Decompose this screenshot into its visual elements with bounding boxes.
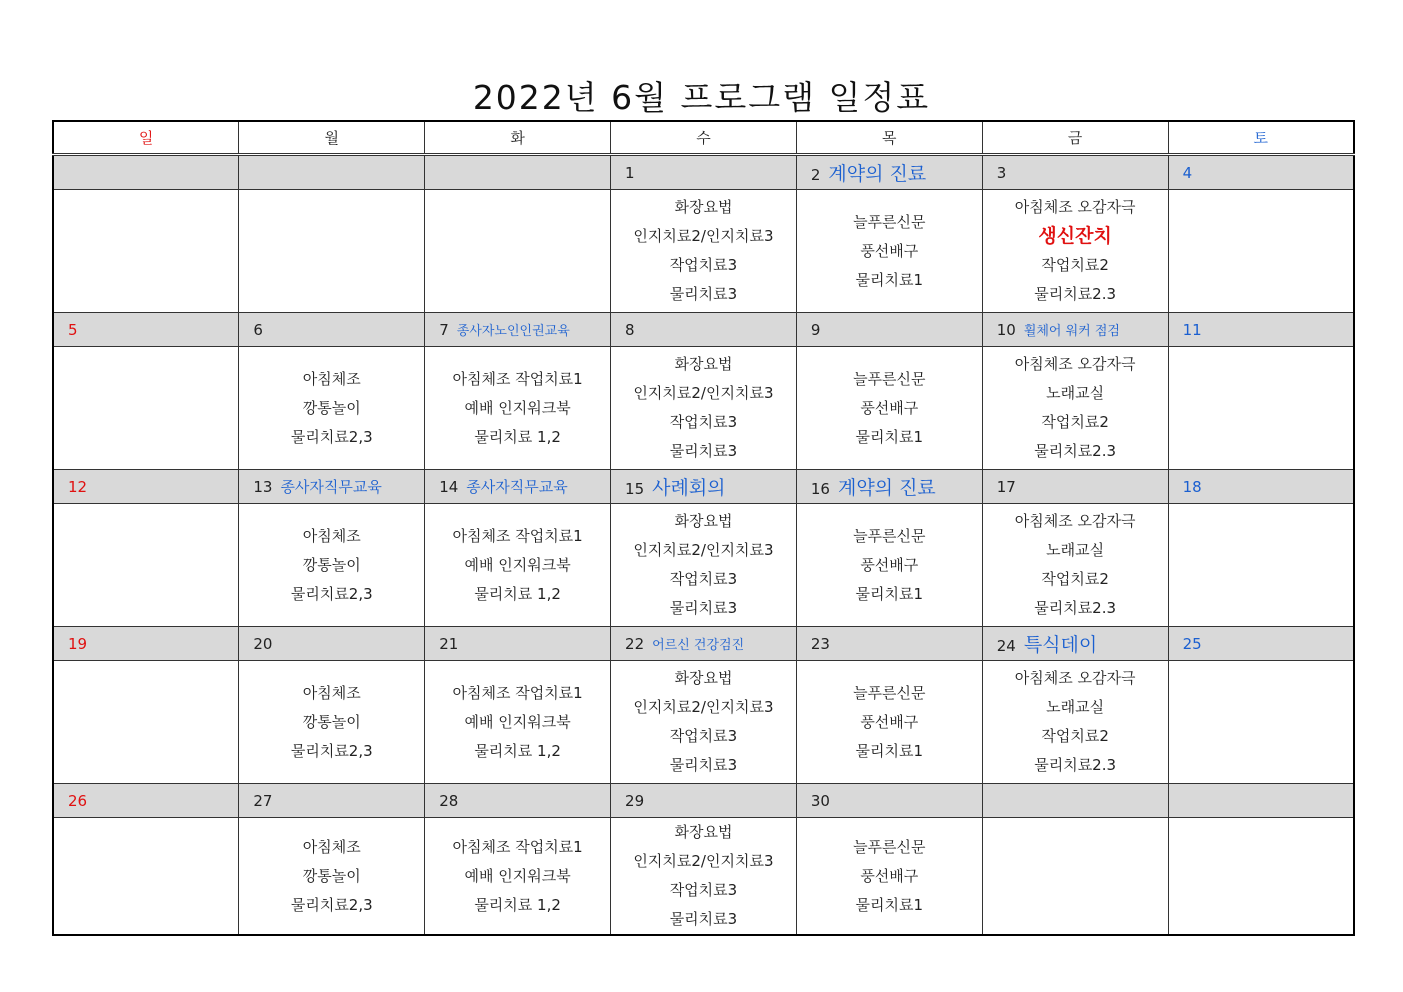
program-item: 화장요법 [674,198,733,216]
program-cell [796,818,982,936]
program-cell [1168,190,1354,313]
day-number: 17 [996,477,1016,496]
program-item: 작업치료3 [669,881,738,899]
program-item: 깡통놀이 [302,398,361,417]
program-item: 작업치료2 [1041,727,1109,745]
day-number: 20 [253,634,273,653]
date-cell [1168,313,1354,347]
day-number: 16 [810,480,830,498]
date-cell [425,627,611,661]
schedule-body [53,155,1354,936]
program-item: 늘푸른신문 [853,837,926,856]
program-item: 물리치료1 [855,427,924,446]
program-item: 물리치료3 [669,285,738,303]
program-cell [425,190,611,313]
program-cell [796,347,982,470]
program-item: 인지치료2/인지치료3 [633,541,774,559]
program-item: 아침체조 [302,837,361,856]
program-cell [1168,347,1354,470]
program-cell [796,190,982,313]
program-item: 작업치료3 [669,413,738,431]
weekday-header-thu: 목 [796,121,982,155]
program-item: 풍선배구 [860,241,919,260]
program-item: 물리치료2.3 [1034,285,1117,303]
weekday-header-sat: 토 [1168,121,1354,155]
program-item: 깡통놀이 [302,712,361,731]
program-item: 물리치료2.3 [1034,442,1117,460]
program-cell [982,661,1168,784]
program-item: 노래교실 [1046,384,1105,402]
program-item: 아침체조 오감자극 [1014,669,1136,687]
date-cell [796,155,982,190]
weekday-header-row [53,121,1354,155]
date-cell [239,784,425,818]
date-cell [982,155,1168,190]
program-cell [611,190,797,313]
program-item: 물리치료1 [855,741,924,760]
program-item: 물리치료 1,2 [474,427,561,446]
program-cell [239,190,425,313]
content-row [53,190,1354,313]
program-item: 예배 인지워크북 [464,712,571,731]
event-label: 계약의 진료 [828,163,927,185]
date-cell [1168,155,1354,190]
program-item: 노래교실 [1046,541,1105,559]
day-number: 1 [625,163,635,182]
content-row [53,504,1354,627]
date-row [53,313,1354,347]
program-item: 물리치료2,3 [290,427,373,446]
date-row [53,627,1354,661]
program-item: 예배 인지워크북 [464,398,571,417]
day-number: 28 [439,791,459,810]
program-item: 물리치료3 [669,599,738,617]
date-cell [53,313,239,347]
day-number: 11 [1182,320,1202,339]
program-item: 아침체조 오감자극 [1014,198,1136,216]
program-item: 작업치료2 [1041,413,1109,431]
date-cell [982,627,1168,661]
program-item: 인지치료2/인지치료3 [633,698,774,716]
program-cell [611,661,797,784]
program-item: 작업치료3 [669,570,738,588]
date-cell [796,627,982,661]
date-cell [239,155,425,190]
program-item: 화장요법 [674,669,733,687]
program-cell [1168,661,1354,784]
program-item: 물리치료1 [855,270,924,289]
date-cell [982,313,1168,347]
program-cell [239,661,425,784]
program-item: 물리치료2.3 [1034,756,1117,774]
day-number: 19 [68,634,88,653]
date-cell [982,784,1168,818]
program-item: 작업치료3 [669,256,738,274]
highlight-event: 생신잔치 [1038,225,1112,247]
program-item: 늘푸른신문 [853,683,926,702]
date-row [53,784,1354,818]
program-item: 풍선배구 [860,398,919,417]
day-number: 26 [68,791,88,810]
date-cell [239,627,425,661]
day-number: 21 [439,634,459,653]
content-row [53,347,1354,470]
program-item: 아침체조 작업치료1 [452,369,583,388]
program-cell [239,818,425,936]
day-number: 2 [810,166,821,184]
program-cell [982,190,1168,313]
date-cell [982,470,1168,504]
program-cell [1168,504,1354,627]
day-number: 27 [253,791,273,810]
date-cell [796,470,982,504]
program-item: 풍선배구 [860,712,919,731]
program-item: 예배 인지워크북 [464,866,571,885]
date-cell [53,784,239,818]
program-item: 물리치료1 [855,895,924,914]
day-number: 13 [253,478,273,496]
date-cell [425,784,611,818]
program-cell [425,661,611,784]
day-number: 25 [1182,634,1202,653]
program-item: 깡통놀이 [302,866,361,885]
program-item: 인지치료2/인지치료3 [633,227,774,245]
program-item: 늘푸른신문 [853,212,926,231]
program-item: 아침체조 작업치료1 [452,837,583,856]
day-number: 24 [996,637,1016,655]
date-cell [611,470,797,504]
date-cell [1168,627,1354,661]
day-number: 10 [996,321,1016,339]
program-item: 아침체조 작업치료1 [452,526,583,545]
day-number: 7 [439,321,449,339]
program-item: 물리치료2.3 [1034,599,1117,617]
program-item: 작업치료2 [1041,570,1109,588]
date-cell [611,313,797,347]
program-item: 아침체조 [302,683,361,702]
program-item: 물리치료2,3 [290,584,373,603]
content-row [53,661,1354,784]
program-item: 물리치료3 [669,442,738,460]
event-label: 어르신 건강검진 [652,638,745,653]
date-cell [1168,470,1354,504]
event-label: 종사자직무교육 [466,478,568,496]
event-label: 계약의 진료 [837,477,936,499]
program-cell [239,347,425,470]
event-label: 사례회의 [652,477,726,499]
program-cell [982,818,1168,936]
program-item: 물리치료 1,2 [474,584,561,603]
day-number: 5 [68,320,78,339]
event-label: 종사자노인인권교육 [456,324,570,339]
date-cell [796,784,982,818]
day-number: 12 [68,477,88,496]
day-number: 15 [625,480,645,498]
program-item: 예배 인지워크북 [464,555,571,574]
program-cell [53,190,239,313]
day-number: 29 [625,791,645,810]
program-item: 물리치료2,3 [290,741,373,760]
day-number: 9 [810,320,821,339]
program-item: 화장요법 [674,512,733,530]
program-cell [53,818,239,936]
day-number: 4 [1182,163,1193,182]
event-label: 특식데이 [1023,634,1098,656]
weekday-header-sun: 일 [53,121,239,155]
program-cell [1168,818,1354,936]
program-item: 물리치료3 [669,910,738,928]
date-cell [796,313,982,347]
program-item: 아침체조 오감자극 [1014,512,1136,530]
date-cell [425,470,611,504]
date-cell [53,155,239,190]
program-cell [611,347,797,470]
day-number: 8 [625,320,635,339]
program-item: 아침체조 [302,526,361,545]
program-item: 물리치료2,3 [290,895,373,914]
program-item: 작업치료3 [669,727,738,745]
date-cell [425,155,611,190]
program-item: 물리치료 1,2 [474,741,561,760]
date-row [53,470,1354,504]
program-cell [611,504,797,627]
event-label: 종사자직무교육 [280,478,382,496]
day-number: 23 [810,634,830,653]
program-item: 물리치료 1,2 [474,895,561,914]
day-number: 3 [996,163,1007,182]
program-item: 물리치료1 [855,584,924,603]
day-number: 18 [1182,477,1202,496]
program-item: 깡통놀이 [302,555,361,574]
program-item: 아침체조 [302,369,361,388]
program-item: 아침체조 오감자극 [1014,355,1136,373]
program-item: 화장요법 [674,823,733,841]
program-item: 풍선배구 [860,555,919,574]
weekday-header-fri: 금 [982,121,1168,155]
date-cell [611,784,797,818]
program-item: 아침체조 작업치료1 [452,683,583,702]
program-cell [611,818,797,936]
program-cell [796,661,982,784]
weekday-header-tue: 화 [425,121,611,155]
date-cell [611,155,797,190]
program-item: 풍선배구 [860,866,919,885]
program-cell [425,818,611,936]
schedule-table [52,120,1355,936]
date-cell [611,627,797,661]
program-item: 늘푸른신문 [853,369,926,388]
program-cell [425,504,611,627]
date-cell [1168,784,1354,818]
program-item: 작업치료2 [1041,256,1109,274]
date-cell [425,313,611,347]
program-cell [53,661,239,784]
program-cell [982,347,1168,470]
program-cell [53,347,239,470]
program-cell [425,347,611,470]
program-item: 인지치료2/인지치료3 [633,852,774,870]
program-cell [239,504,425,627]
day-number: 6 [253,320,263,339]
date-cell [53,470,239,504]
day-number: 22 [625,635,645,653]
weekday-header-mon: 월 [239,121,425,155]
day-number: 14 [439,478,459,496]
program-item: 인지치료2/인지치료3 [633,384,774,402]
program-cell [53,504,239,627]
date-cell [53,627,239,661]
page-title: 2022년 6월 프로그램 일정표 [472,78,931,117]
program-cell [982,504,1168,627]
program-item: 늘푸른신문 [853,526,926,545]
program-cell [796,504,982,627]
program-item: 노래교실 [1046,698,1105,716]
date-cell [239,313,425,347]
day-number: 30 [810,791,830,810]
content-row [53,818,1354,936]
weekday-header-wed: 수 [611,121,797,155]
program-item: 물리치료3 [669,756,738,774]
date-row [53,155,1354,190]
program-item: 화장요법 [674,355,733,373]
event-label: 휠체어 워커 점검 [1023,324,1120,339]
date-cell [239,470,425,504]
